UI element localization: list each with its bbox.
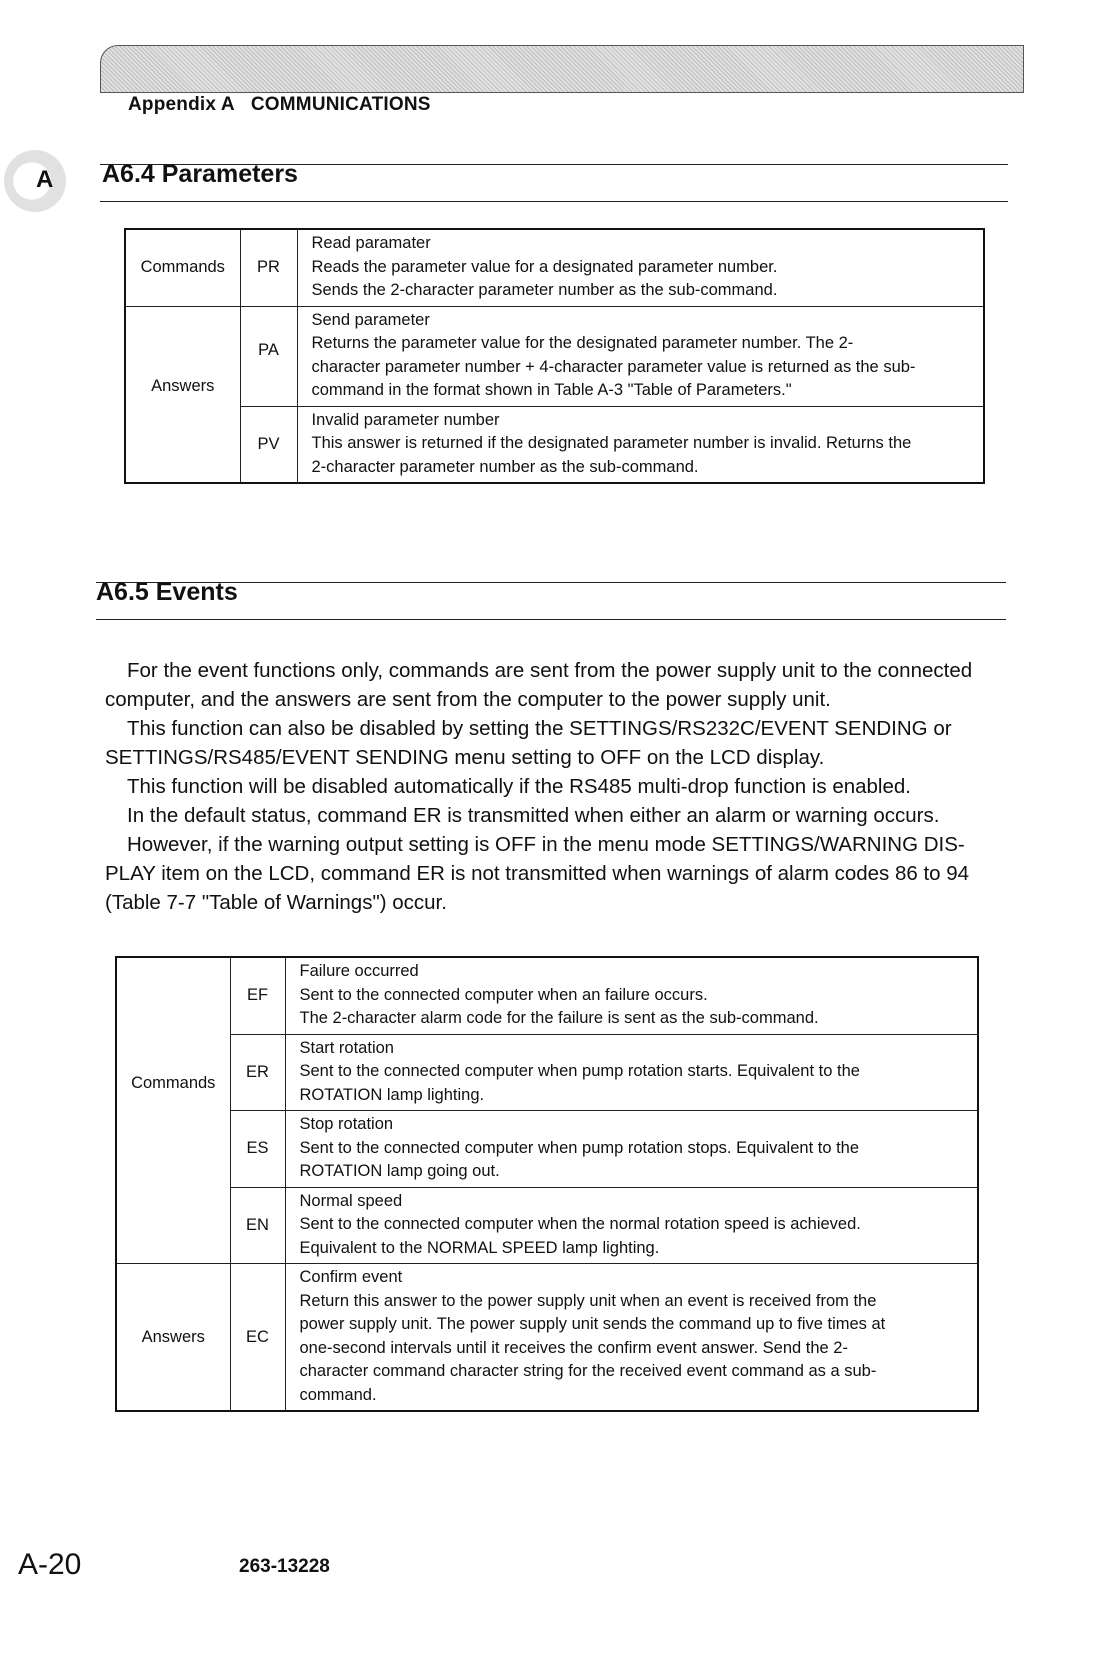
description-title: Invalid parameter number — [311, 410, 500, 429]
text-line: This function can also be disabled by setting the SETTINGS/RS232C/EVENT SENDING or — [127, 717, 952, 740]
events-table — [115, 956, 979, 1412]
answer-description — [297, 306, 984, 406]
command-description — [285, 1034, 978, 1111]
command-description — [297, 229, 984, 306]
section-rule-bottom — [96, 619, 1006, 620]
description-line: Sent to the connected computer when pump rotation starts. Equivalent to the — [299, 1062, 860, 1080]
description-line: command. — [299, 1385, 377, 1404]
answer-code: PA — [240, 306, 297, 406]
text-line: PLAY item on the LCD, command ER is not transmitted when warnings of alarm codes 86 to 94 — [105, 862, 970, 885]
text-line: computer, and the answers are sent from the computer to the power supply unit. — [105, 688, 831, 711]
document-number: 263-13228 — [239, 1556, 330, 1577]
description-line: The 2-character alarm code for the failure is sent as the sub-command. — [299, 1009, 819, 1027]
paragraph — [105, 714, 1005, 772]
page-number: A-20 — [18, 1548, 82, 1581]
description-line: Reads the parameter value for a designated parameter number. — [311, 257, 778, 276]
commands-label-cell — [116, 957, 230, 1034]
command-code: ES — [230, 1111, 285, 1188]
description-line: ROTATION lamp lighting. — [299, 1085, 485, 1104]
description-line: Returns the parameter value for the designated parameter number. The 2- — [311, 334, 854, 352]
table-row — [125, 229, 984, 306]
paragraph — [105, 772, 1005, 801]
description-line: Equivalent to the NORMAL SPEED lamp lighting. — [299, 1238, 660, 1257]
header-band — [100, 45, 1024, 93]
paragraph — [105, 830, 1005, 917]
description-line: ROTATION lamp going out. — [299, 1162, 500, 1180]
command-description — [285, 957, 978, 1034]
description-line: 2-character parameter number as the sub-command. — [311, 457, 699, 476]
description-title: Normal speed — [299, 1191, 403, 1210]
events-body-text — [105, 656, 1005, 917]
description-title: Start rotation — [299, 1038, 394, 1057]
table-row — [116, 1264, 978, 1412]
description-line: Sent to the connected computer when the normal rotation speed is achieved. — [299, 1215, 861, 1233]
table-row — [116, 1187, 978, 1264]
answer-description — [285, 1264, 978, 1412]
text-line: This function will be disabled automatically if the RS485 multi-drop function is enabled. — [127, 775, 911, 798]
commands-label: Commands — [125, 229, 240, 306]
answer-code: EC — [230, 1264, 285, 1412]
parameters-table — [124, 228, 985, 484]
section-title-a64: A6.4 Parameters — [102, 160, 298, 188]
table-row — [125, 306, 984, 406]
answers-label: Answers — [125, 306, 240, 483]
text-line: (Table 7-7 "Table of Warnings") occur. — [105, 891, 447, 914]
command-code: EF — [230, 957, 285, 1034]
appendix-label: Appendix A — [128, 94, 235, 115]
description-title: Stop rotation — [299, 1115, 394, 1133]
description-line: Sent to the connected computer when an failure occurs. — [299, 985, 708, 1004]
command-code: ER — [230, 1034, 285, 1111]
section-title-a65: A6.5 Events — [96, 578, 238, 606]
description-line: Sends the 2-character parameter number as the sub-command. — [311, 281, 778, 299]
text-line: For the event functions only, commands are sent from the power supply unit to the connected — [127, 659, 973, 682]
table-row — [116, 1111, 978, 1188]
text-line: SETTINGS/RS485/EVENT SENDING menu setting to OFF on the LCD display. — [105, 746, 825, 769]
paragraph — [105, 801, 1005, 830]
answer-description — [297, 406, 984, 483]
text-line: However, if the warning output setting is OFF in the menu mode SETTINGS/WARNING DIS- — [127, 833, 965, 856]
description-title: Confirm event — [299, 1268, 403, 1286]
command-description — [285, 1187, 978, 1264]
text-line: In the default status, command ER is transmitted when either an alarm or warning occurs. — [127, 804, 940, 827]
section-rule-bottom — [100, 201, 1008, 202]
appendix-tab-letter: A — [36, 166, 54, 193]
description-line: character parameter number + 4-character parameter value is returned as the sub- — [311, 357, 916, 376]
answers-label: Answers — [116, 1264, 230, 1412]
description-line: This answer is returned if the designated parameter number is invalid. Returns the — [311, 434, 912, 452]
description-title: Send parameter — [311, 310, 430, 329]
description-title: Failure occurred — [299, 962, 419, 980]
appendix-tab-marker — [4, 150, 66, 212]
table-row — [125, 406, 984, 483]
answer-code: PV — [240, 406, 297, 483]
description-line: Sent to the connected computer when pump rotation stops. Equivalent to the — [299, 1138, 860, 1157]
description-line: command in the format shown in Table A-3 "Table of Parameters." — [311, 381, 792, 399]
description-line: power supply unit. The power supply unit sends the command up to five times at — [299, 1315, 886, 1333]
table-row — [116, 1034, 978, 1111]
description-line: Return this answer to the power supply unit when an event is received from the — [299, 1291, 877, 1310]
command-description — [285, 1111, 978, 1188]
command-code: PR — [240, 229, 297, 306]
description-line: one-second intervals until it receives the confirm event answer. Send the 2- — [299, 1338, 848, 1357]
paragraph — [105, 656, 1005, 714]
table-row — [116, 957, 978, 1034]
command-code: EN — [230, 1187, 285, 1264]
description-title: Read paramater — [311, 234, 431, 252]
description-line: character command character string for the received event command as a sub- — [299, 1362, 877, 1380]
appendix-title: COMMUNICATIONS — [250, 94, 431, 115]
commands-label: Commands — [116, 1034, 230, 1264]
running-header — [128, 94, 431, 116]
